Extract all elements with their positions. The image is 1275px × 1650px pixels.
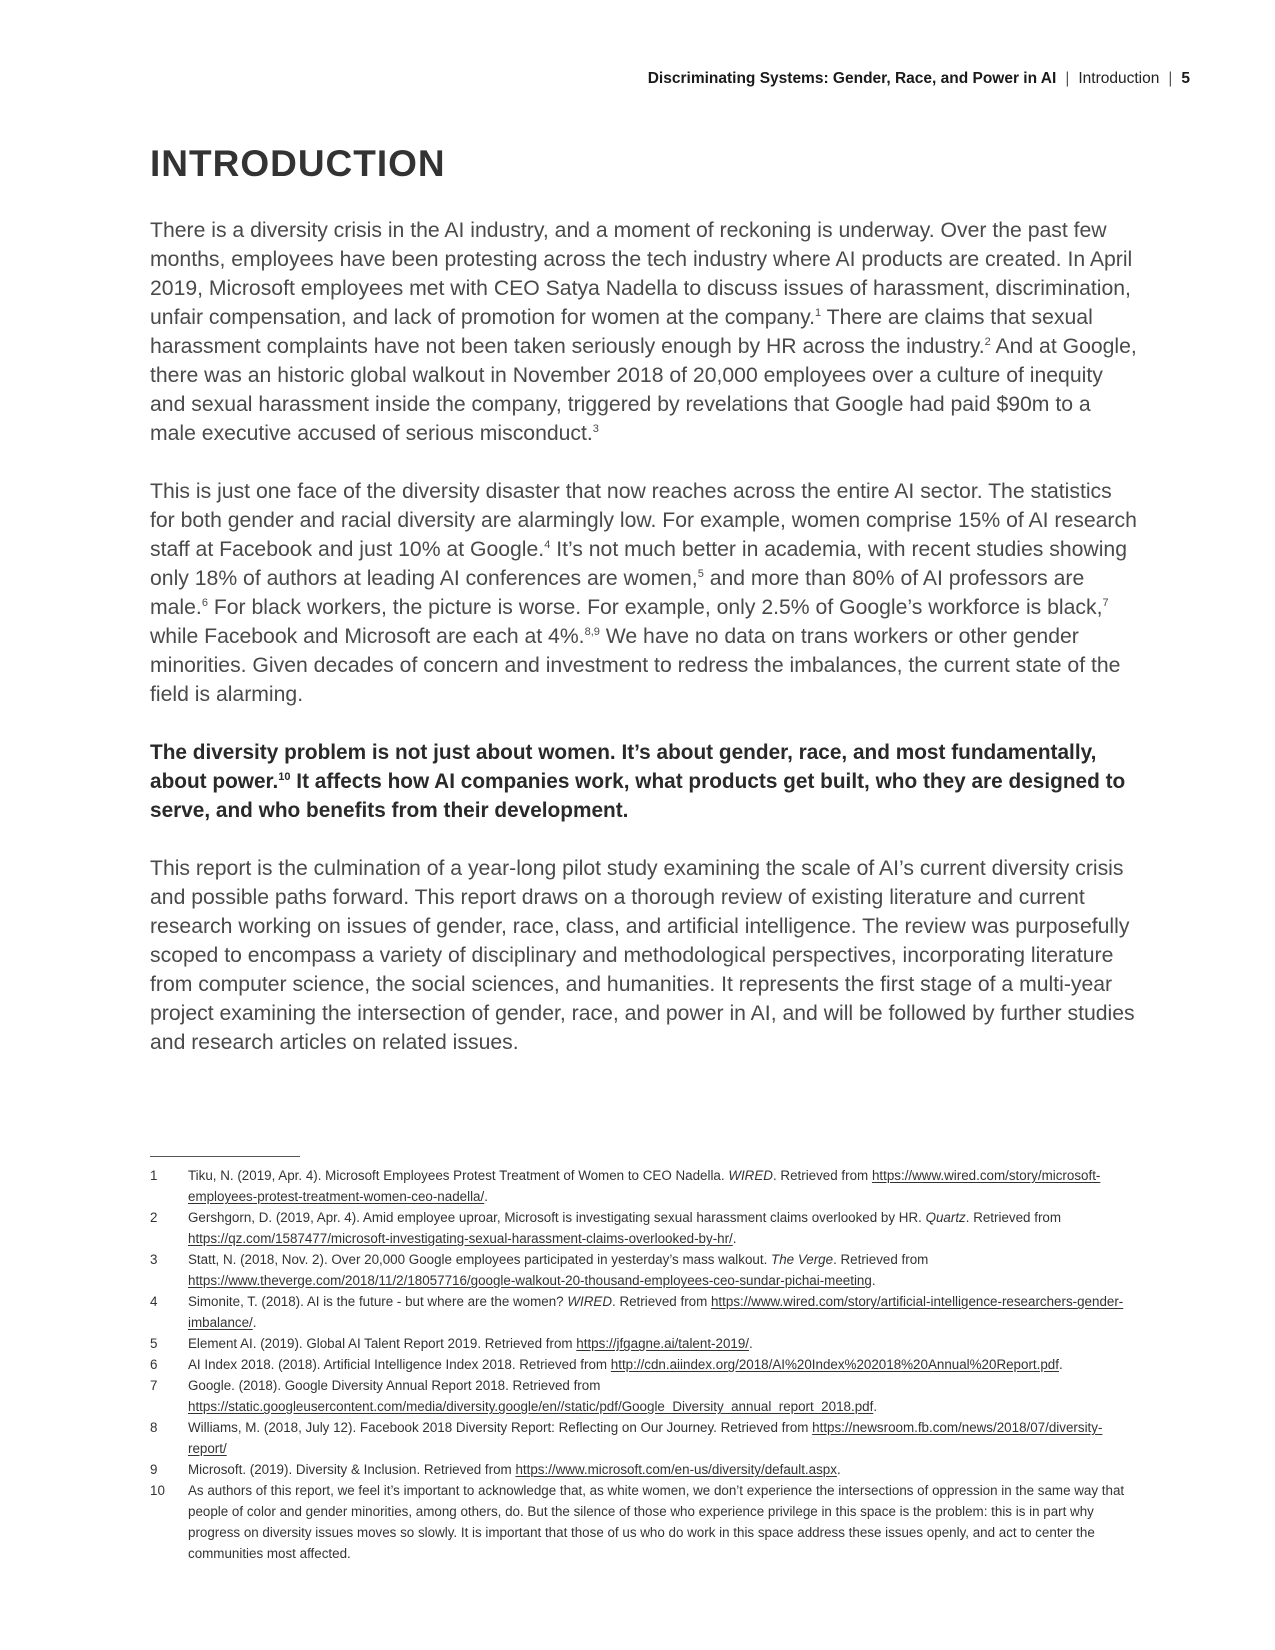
- footnote-ref[interactable]: 1: [815, 307, 822, 319]
- footnote-number: 2: [150, 1210, 158, 1225]
- text: It’s not much better in academia, with recent studies showing only 18% of authors at leading AI conferences are women,: [150, 538, 1127, 590]
- footnote-link[interactable]: https://www.wired.com/story/artificial-intelligence-researchers-gender-imbalance/: [188, 1294, 1124, 1330]
- footnote: [150, 1459, 1130, 1480]
- footnote-number: 6: [150, 1357, 158, 1372]
- text: There is a diversity crisis in the AI industry, and a moment of reckoning is underway. Over the past few months, employees have been protesting across the tech industry where AI products are created. In April 2019, Microsoft employees met with CEO Satya Nadella to discuss issues of harassment, discrimination, unfair compensation, and lack of promotion for women at the company.: [150, 219, 1133, 329]
- text: There are claims that sexual harassment complaints have not been taken seriously enough by HR across the industry.: [150, 306, 1093, 358]
- footnote: [150, 1249, 1130, 1291]
- paragraph-1: [150, 216, 1140, 448]
- text: It affects how AI companies work, what products get built, who they are designed to serve, and who benefits from their development.: [150, 770, 1126, 822]
- footnote-ref[interactable]: 3: [592, 423, 599, 435]
- footnote-text: As authors of this report, we feel it’s important to acknowledge that, as white women, we don’t experience the intersections of oppression in the same way that people of color and gender minorities, among others, do. But the silence of those who experience privilege in this space is the problem: this is in part why progress on diversity issues moves so slowly. It is important that those of us who do work in this space address these issues openly, and act to center the communities most affected.: [188, 1483, 1125, 1561]
- footnote-number: 1: [150, 1168, 158, 1183]
- page-number: 5: [1181, 70, 1190, 87]
- text: And at Google, there was an historic global walkout in November 2018 of 20,000 employees over a culture of inequity and sexual harassment inside the company, triggered by revelations that Google had paid $90m to a male executive accused of serious misconduct.: [150, 335, 1137, 445]
- footnote-link[interactable]: http://cdn.aiindex.org/2018/AI%20Index%202018%20Annual%20Report.pdf: [610, 1357, 1059, 1372]
- paragraph-2: [150, 477, 1140, 709]
- running-header: [648, 70, 1190, 88]
- footnote-link[interactable]: https://static.googleusercontent.com/media/diversity.google/en//static/pdf/Google_Diversity_annual_report_2018.pdf: [188, 1399, 874, 1414]
- text: The diversity problem is not just about women. It’s about gender, race, and most fundamentally, about power.: [150, 741, 1097, 793]
- footnote-text: AI Index 2018. (2018). Artificial Intelligence Index 2018. Retrieved from http://cdn.aiindex.org/2018/AI%20Index%202018%20Annual%20Report.pdf.: [188, 1357, 1063, 1372]
- text: We have no data on trans workers or other gender minorities. Given decades of concern and investment to redress the imbalances, the current state of the field is alarming.: [150, 625, 1121, 706]
- footnote-divider: [150, 1156, 300, 1157]
- footnote-number: 8: [150, 1420, 158, 1435]
- footnote-text: Google. (2018). Google Diversity Annual Report 2018. Retrieved from https://static.googleusercontent.com/media/diversity.google/en//static/pdf/Google_Diversity_annual_report_2018.pdf.: [188, 1378, 878, 1414]
- footnote-ref[interactable]: 2: [984, 336, 991, 348]
- footnote: [150, 1354, 1130, 1375]
- footnote-ref[interactable]: 5: [697, 568, 704, 580]
- footnote-ref[interactable]: 6: [201, 597, 208, 609]
- footnote-number: 4: [150, 1294, 158, 1309]
- footnote-text: Tiku, N. (2019, Apr. 4). Microsoft Employees Protest Treatment of Women to CEO Nadella. WIRED. Retrieved from https://www.wired.com/story/microsoft-employees-protest-treatment-women-ceo-nadella/.: [188, 1168, 1101, 1204]
- footnote: [150, 1291, 1130, 1333]
- paragraph-4: This report is the culmination of a year-long pilot study examining the scale of AI’s current diversity crisis and possible paths forward. This report draws on a thorough review of existing literature and current research working on issues of gender, race, class, and artificial intelligence. The review was purposefully scoped to encompass a variety of disciplinary and methodological perspectives, incorporating literature from computer science, the social sciences, and humanities. It represents the first stage of a multi-year project examining the intersection of gender, race, and power in AI, and will be followed by further studies and research articles on related issues.: [150, 857, 1135, 1054]
- text: This is just one face of the diversity disaster that now reaches across the entire AI sector. The statistics for both gender and racial diversity are alarmingly low. For example, women comprise 15% of AI research staff at Facebook and just 10% at Google.: [150, 480, 1137, 561]
- page-title: INTRODUCTION: [150, 143, 446, 184]
- footnote-link[interactable]: https://www.wired.com/story/microsoft-employees-protest-treatment-women-ceo-nadella/: [188, 1168, 1101, 1204]
- footnote-number: 10: [150, 1483, 165, 1498]
- footnote-link[interactable]: https://jfgagne.ai/talent-2019/: [576, 1336, 750, 1351]
- footnote-number: 7: [150, 1378, 158, 1393]
- text: and more than 80% of AI professors are male.: [150, 567, 1085, 619]
- footnote: [150, 1375, 1130, 1417]
- report-title: Discriminating Systems: Gender, Race, and Power in AI: [647, 70, 1057, 87]
- footnote-number: 9: [150, 1462, 158, 1477]
- main-content: [150, 142, 1140, 1086]
- footnote-text: Statt, N. (2018, Nov. 2). Over 20,000 Google employees participated in yesterday’s mass walkout. The Verge. Retrieved from https://www.theverge.com/2018/11/2/18057716/google-walkout-20-thousand-employees-ceo-sundar-pichai-meeting.: [188, 1252, 929, 1288]
- footnote-text: Gershgorn, D. (2019, Apr. 4). Amid employee uproar, Microsoft is investigating sexual harassment claims overlooked by HR. Quartz. Retrieved from https://qz.com/1587477/microsoft-investigating-sexual-harassment-claims-overlooked-by-hr/.: [188, 1210, 1062, 1246]
- footnote-text: Element AI. (2019). Global AI Talent Report 2019. Retrieved from https://jfgagne.ai/talent-2019/.: [188, 1336, 753, 1351]
- footnote: [150, 1480, 1130, 1564]
- footnote: [150, 1333, 1130, 1354]
- footnote-link[interactable]: https://newsroom.fb.com/news/2018/07/diversity-report/: [188, 1420, 1103, 1456]
- paragraph-3-emphasis: [150, 738, 1140, 825]
- footnote-link[interactable]: https://www.microsoft.com/en-us/diversity/default.aspx: [515, 1462, 837, 1477]
- footnote-link[interactable]: https://www.theverge.com/2018/11/2/18057716/google-walkout-20-thousand-employees-ceo-sundar-pichai-meeting: [188, 1273, 872, 1288]
- footnote-text: Williams, M. (2018, July 12). Facebook 2018 Diversity Report: Reflecting on Our Journey. Retrieved from https://newsroom.fb.com/news/2018/07/diversity-report/: [188, 1420, 1103, 1456]
- footnote-ref[interactable]: 8,9: [584, 626, 600, 638]
- footnote-ref[interactable]: 10: [278, 771, 291, 783]
- footnote-ref[interactable]: 4: [544, 539, 551, 551]
- footnote-link[interactable]: https://qz.com/1587477/microsoft-investigating-sexual-harassment-claims-overlooked-by-hr/: [188, 1231, 733, 1246]
- footnote: [150, 1207, 1130, 1249]
- footnote-number: 3: [150, 1252, 158, 1267]
- header-separator: |: [1168, 70, 1173, 87]
- footnote-ref[interactable]: 7: [1102, 597, 1109, 609]
- footnote: [150, 1165, 1130, 1207]
- footnotes: [150, 1165, 1130, 1564]
- footnote-number: 5: [150, 1336, 158, 1351]
- footnote: [150, 1417, 1130, 1459]
- section-name: Introduction: [1078, 70, 1160, 87]
- footnote-text: Simonite, T. (2018). AI is the future - but where are the women? WIRED. Retrieved from https://www.wired.com/story/artificial-intelligence-researchers-gender-imbalance/.: [188, 1294, 1124, 1330]
- header-separator: |: [1065, 70, 1070, 87]
- footnote-text: Microsoft. (2019). Diversity & Inclusion. Retrieved from https://www.microsoft.com/en-us/diversity/default.aspx.: [188, 1462, 841, 1477]
- text: while Facebook and Microsoft are each at 4%.: [150, 625, 585, 648]
- text: For black workers, the picture is worse. For example, only 2.5% of Google’s workforce is black,: [207, 596, 1103, 619]
